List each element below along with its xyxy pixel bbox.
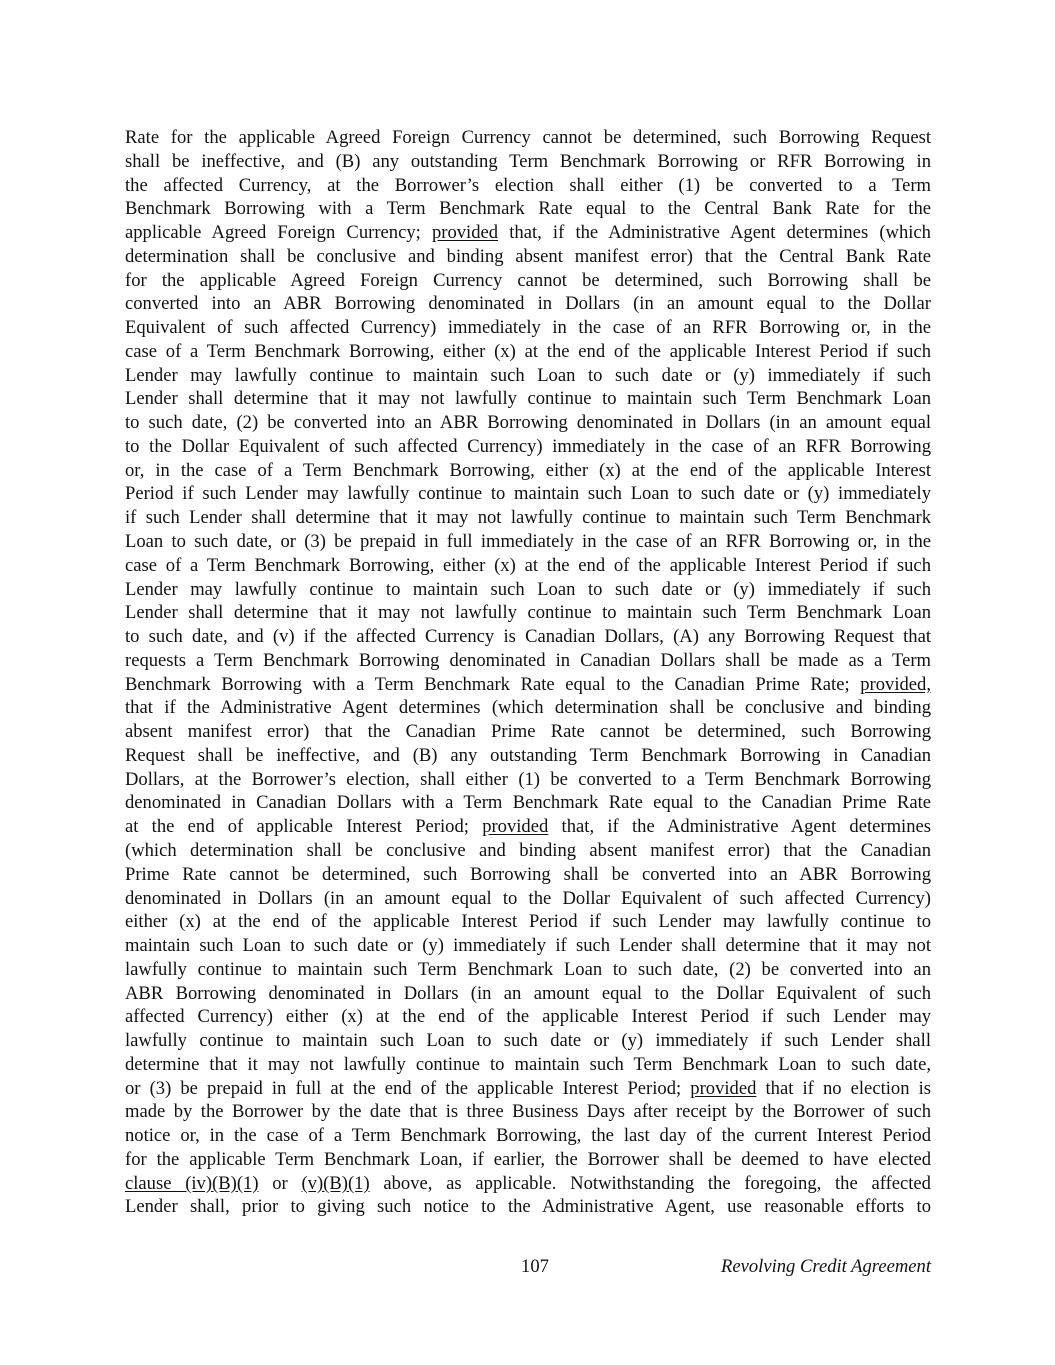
underlined-term: provided [431, 222, 499, 244]
text-line [125, 269, 931, 293]
text-line [125, 768, 931, 792]
text-segment: that if the Administrative Agent determines (which determination shall be conclusive and binding [125, 697, 931, 719]
underlined-term: clause (iv)(B)(1) [125, 1172, 259, 1194]
text-segment: Lender may lawfully continue to maintain such Loan to such date or (y) immediately if such [125, 364, 931, 386]
text-segment: the affected Currency, at the Borrower’s election shall either (1) be converted to a Term [125, 174, 931, 196]
text-line [125, 435, 931, 459]
text-line [125, 411, 931, 435]
text-segment: case of a Term Benchmark Borrowing, either (x) at the end of the applicable Interest Period if such [125, 340, 931, 362]
text-segment: above, as applicable. Notwithstanding the foregoing, the affected [369, 1172, 931, 1194]
text-segment: to such date, (2) be converted into an ABR Borrowing denominated in Dollars (in an amount equal [125, 412, 931, 434]
text-segment: at the end of applicable Interest Period; [125, 816, 483, 838]
text-segment: lawfully continue to maintain such Term Benchmark Loan to such date, (2) be converted into an [125, 958, 931, 980]
text-segment: Equivalent of such affected Currency) immediately in the case of an RFR Borrowing or, in the [125, 317, 931, 339]
text-line [125, 364, 931, 388]
text-line [125, 292, 931, 316]
text-line [125, 910, 931, 934]
text-line [125, 791, 931, 815]
text-segment: denominated in Canadian Dollars with a Term Benchmark Rate equal to the Canadian Prime Rate [125, 792, 931, 814]
text-line [125, 982, 931, 1006]
underlined-term: provided, [860, 673, 931, 695]
text-segment: applicable Agreed Foreign Currency; [125, 222, 432, 244]
text-line [125, 1195, 931, 1219]
text-segment: Period if such Lender may lawfully continue to maintain such Loan to such date or (y) immediately [125, 483, 931, 505]
text-segment: or [258, 1172, 302, 1194]
text-line [125, 1077, 931, 1101]
text-line [125, 387, 931, 411]
text-segment: case of a Term Benchmark Borrowing, either (x) at the end of the applicable Interest Period if such [125, 554, 931, 576]
text-segment: ABR Borrowing denominated in Dollars (in an amount equal to the Dollar Equivalent of such [125, 982, 931, 1004]
text-segment: Lender shall, prior to giving such notice to the Administrative Agent, use reasonable efforts to [125, 1196, 931, 1218]
text-segment: converted into an ABR Borrowing denominated in Dollars (in an amount equal to the Dollar [125, 293, 931, 315]
text-segment: made by the Borrower by the date that is three Business Days after receipt by the Borrower of such [125, 1101, 931, 1123]
text-segment: that, if the Administrative Agent determines [548, 816, 931, 838]
text-segment: Rate for the applicable Agreed Foreign Currency cannot be determined, such Borrowing Request [125, 127, 931, 148]
page-number: 107 [521, 1256, 549, 1277]
text-line [125, 245, 931, 269]
text-line [125, 1124, 931, 1148]
text-segment: Lender shall determine that it may not lawfully continue to maintain such Term Benchmark Loan [125, 388, 931, 410]
text-segment: to such date, and (v) if the affected Currency is Canadian Dollars, (A) any Borrowing Request that [125, 626, 931, 648]
text-line [125, 554, 931, 578]
text-line [125, 601, 931, 625]
text-line [125, 459, 931, 483]
text-line [125, 1053, 931, 1077]
text-line [125, 1172, 931, 1196]
text-line [125, 839, 931, 863]
text-line [125, 506, 931, 530]
underlined-term: (v)(B)(1) [301, 1172, 370, 1194]
text-segment: that, if the Administrative Agent determines (which [498, 222, 931, 244]
text-line [125, 150, 931, 174]
text-line [125, 174, 931, 198]
text-line [125, 696, 931, 720]
text-segment: determine that it may not lawfully continue to maintain such Term Benchmark Loan to such date, [125, 1053, 931, 1075]
text-segment: or, in the case of a Term Benchmark Borrowing, either (x) at the end of the applicable Interest [125, 459, 931, 481]
text-segment: maintain such Loan to such date or (y) immediately if such Lender shall determine that it may not [125, 935, 931, 957]
text-segment: affected Currency) either (x) at the end of the applicable Interest Period if such Lender may [125, 1006, 931, 1028]
text-segment: shall be ineffective, and (B) any outstanding Term Benchmark Borrowing or RFR Borrowing in [125, 150, 931, 172]
text-line [125, 625, 931, 649]
text-line [125, 744, 931, 768]
text-segment: lawfully continue to maintain such Loan to such date or (y) immediately if such Lender shall [125, 1030, 931, 1052]
text-line [125, 887, 931, 911]
text-line [125, 958, 931, 982]
text-segment: Loan to such date, or (3) be prepaid in full immediately in the case of an RFR Borrowing or, in the [125, 531, 931, 553]
underlined-term: provided [690, 1077, 757, 1099]
text-segment: for the applicable Term Benchmark Loan, if earlier, the Borrower shall be deemed to have elected [125, 1148, 931, 1170]
text-line [125, 1005, 931, 1029]
text-segment: determination shall be conclusive and binding absent manifest error) that the Central Bank Rate [125, 245, 931, 267]
text-line [125, 578, 931, 602]
text-segment: for the applicable Agreed Foreign Currency cannot be determined, such Borrowing shall be [125, 269, 931, 291]
text-line [125, 530, 931, 554]
text-segment: Benchmark Borrowing with a Term Benchmark Rate equal to the Canadian Prime Rate; [125, 673, 861, 695]
text-line [125, 815, 931, 839]
text-segment: Benchmark Borrowing with a Term Benchmark Rate equal to the Central Bank Rate for the [125, 198, 931, 220]
text-segment: if such Lender shall determine that it may not lawfully continue to maintain such Term Benchmark [125, 507, 931, 529]
text-line [125, 221, 931, 245]
underlined-term: provided [482, 816, 549, 838]
page-footer [125, 1256, 931, 1280]
text-line [125, 1100, 931, 1124]
text-segment: (which determination shall be conclusive and binding absent manifest error) that the Canadian [125, 839, 931, 861]
body-text [125, 126, 931, 1219]
text-segment: or (3) be prepaid in full at the end of the applicable Interest Period; [125, 1077, 691, 1099]
text-line [125, 934, 931, 958]
text-segment: to the Dollar Equivalent of such affected Currency) immediately in the case of an RFR Borrowing [125, 435, 931, 457]
text-segment: Request shall be ineffective, and (B) any outstanding Term Benchmark Borrowing in Canadian [125, 744, 931, 766]
text-line [125, 673, 931, 697]
text-segment: absent manifest error) that the Canadian Prime Rate cannot be determined, such Borrowing [125, 721, 931, 743]
text-line [125, 197, 931, 221]
text-line [125, 649, 931, 673]
text-line [125, 1029, 931, 1053]
text-line [125, 316, 931, 340]
text-line [125, 340, 931, 364]
document-title: Revolving Credit Agreement [721, 1256, 931, 1277]
text-segment: Lender shall determine that it may not lawfully continue to maintain such Term Benchmark Loan [125, 602, 931, 624]
text-segment: requests a Term Benchmark Borrowing denominated in Canadian Dollars shall be made as a Term [125, 649, 931, 671]
text-line [125, 1148, 931, 1172]
text-line [125, 482, 931, 506]
text-segment: Lender may lawfully continue to maintain such Loan to such date or (y) immediately if such [125, 578, 931, 600]
text-segment: Prime Rate cannot be determined, such Borrowing shall be converted into an ABR Borrowing [125, 863, 931, 885]
text-segment: Dollars, at the Borrower’s election, shall either (1) be converted to a Term Benchmark Borrowing [125, 768, 931, 790]
text-segment: either (x) at the end of the applicable Interest Period if such Lender may lawfully continue to [125, 911, 931, 933]
text-segment: that if no election is [756, 1077, 931, 1099]
text-segment: notice or, in the case of a Term Benchmark Borrowing, the last day of the current Interest Period [125, 1125, 931, 1147]
text-line [125, 126, 931, 150]
text-segment: denominated in Dollars (in an amount equal to the Dollar Equivalent of such affected Currency) [125, 887, 931, 909]
text-line [125, 863, 931, 887]
text-line [125, 720, 931, 744]
